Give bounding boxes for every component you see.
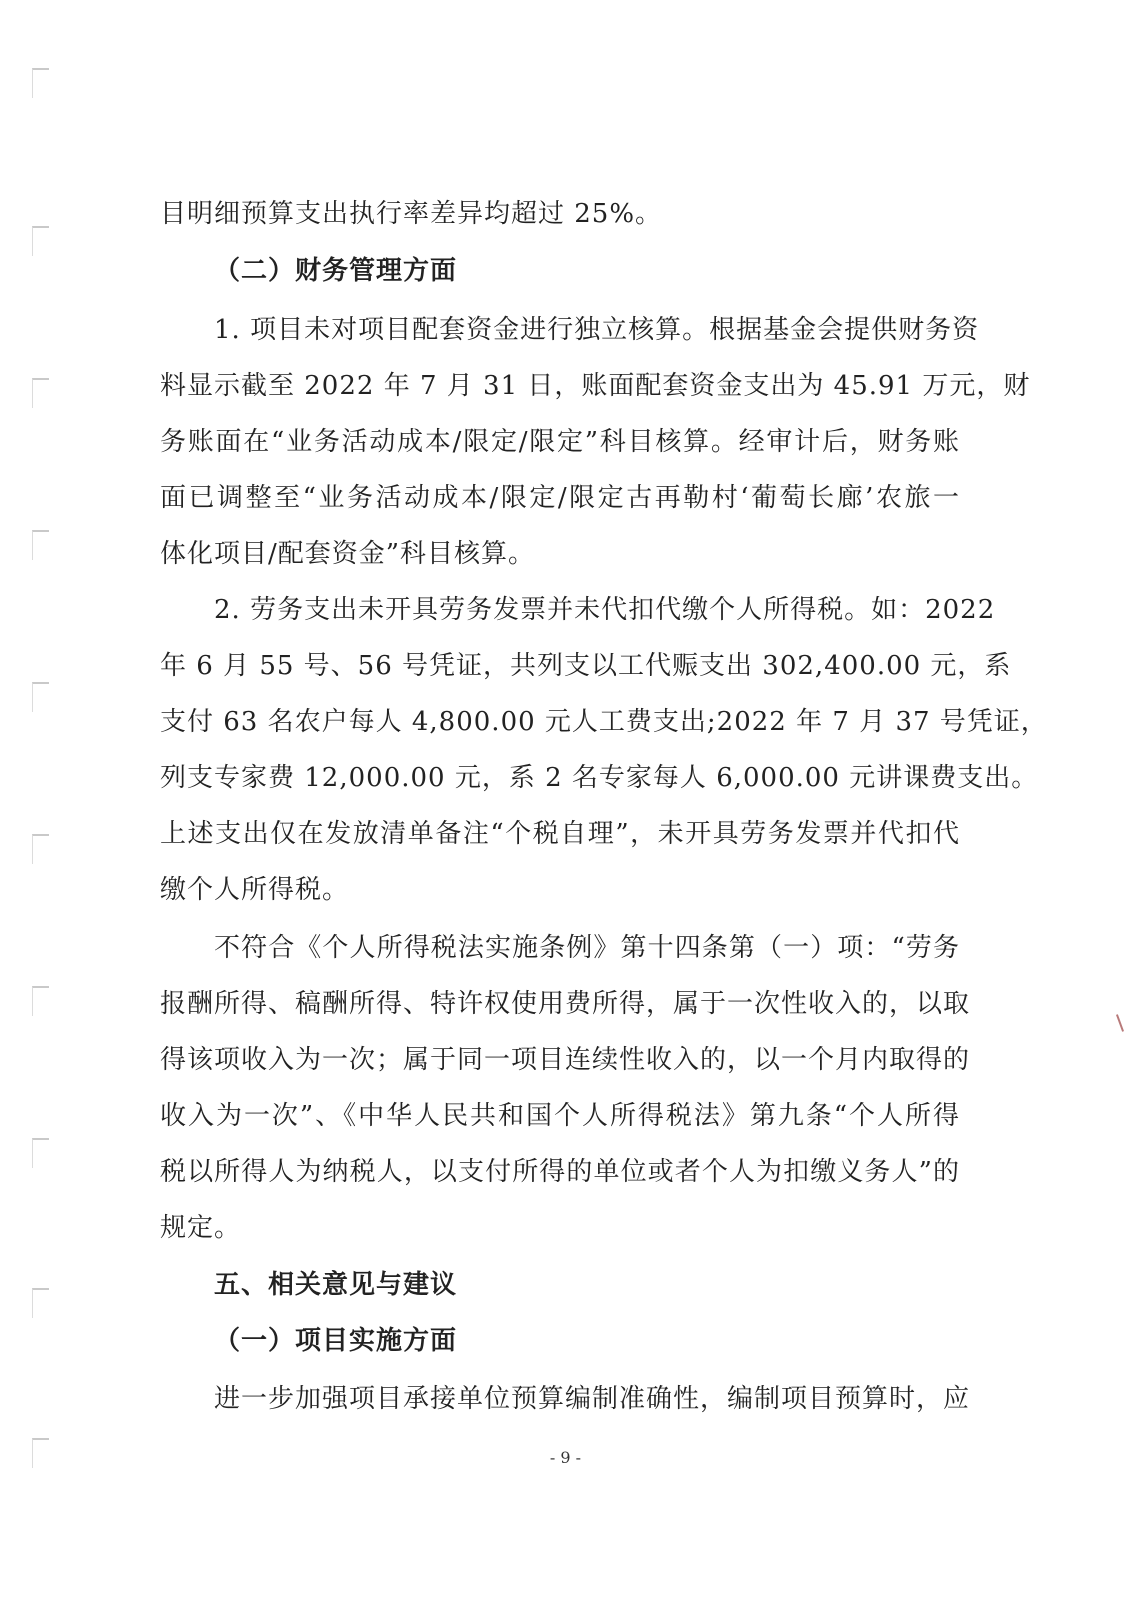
binding-mark	[32, 1288, 49, 1318]
binding-mark	[32, 530, 49, 560]
body-line: 收入为一次”、《中华人民共和国个人所得税法》第九条“个人所得	[160, 1101, 960, 1131]
body-line: 缴个人所得税。	[160, 875, 350, 905]
body-line: 2. 劳务支出未开具劳务发票并未代扣代缴个人所得税。如：2022	[214, 595, 996, 625]
body-line: 不符合《个人所得税法实施条例》第十四条第（一）项：“劳务	[214, 933, 960, 963]
binding-mark	[32, 68, 49, 98]
body-line: 面已调整至“业务活动成本/限定/限定古再勒村‘葡萄长廊’农旅一	[160, 483, 960, 513]
body-line: 上述支出仅在发放清单备注“个税自理”，未开具劳务发票并代扣代	[160, 819, 960, 849]
body-line: 料显示截至 2022 年 7 月 31 日，账面配套资金支出为 45.91 万元，财	[160, 371, 1031, 401]
body-line: 体化项目/配套资金”科目核算。	[160, 539, 536, 569]
body-line: 税以所得人为纳税人，以支付所得的单位或者个人为扣缴义务人”的	[160, 1157, 960, 1187]
page-number: - 9 -	[549, 1448, 582, 1467]
binding-mark	[32, 986, 49, 1016]
body-line: 目明细预算支出执行率差异均超过 25%。	[160, 199, 663, 229]
section-heading-finance: （二）财务管理方面	[214, 256, 458, 286]
body-line: 得该项收入为一次；属于同一项目连续性收入的，以一个月内取得的	[160, 1045, 971, 1075]
body-line: 列支专家费 12,000.00 元，系 2 名专家每人 6,000.00 元讲课费支出。	[160, 763, 1039, 793]
binding-mark	[32, 1138, 49, 1168]
body-line: 报酬所得、稿酬所得、特许权使用费所得，属于一次性收入的，以取	[160, 989, 971, 1019]
body-line: 支付 63 名农户每人 4,800.00 元人工费支出;2022 年 7 月 37 号凭证，	[160, 707, 1048, 737]
section-heading-recommendations: 五、相关意见与建议	[214, 1270, 458, 1300]
binding-mark	[32, 226, 49, 256]
binding-mark	[32, 682, 49, 712]
binding-mark	[32, 834, 49, 864]
scan-mark	[1116, 1014, 1124, 1032]
body-line: 1. 项目未对项目配套资金进行独立核算。根据基金会提供财务资	[214, 315, 980, 345]
section-heading-implementation: （一）项目实施方面	[214, 1326, 458, 1356]
body-line: 规定。	[160, 1213, 242, 1243]
binding-mark	[32, 378, 49, 408]
body-line: 务账面在“业务活动成本/限定/限定”科目核算。经审计后，财务账	[160, 427, 960, 457]
body-line: 年 6 月 55 号、56 号凭证，共列支以工代赈支出 302,400.00 元，系	[160, 651, 1012, 681]
body-line: 进一步加强项目承接单位预算编制准确性，编制项目预算时，应	[214, 1384, 971, 1414]
